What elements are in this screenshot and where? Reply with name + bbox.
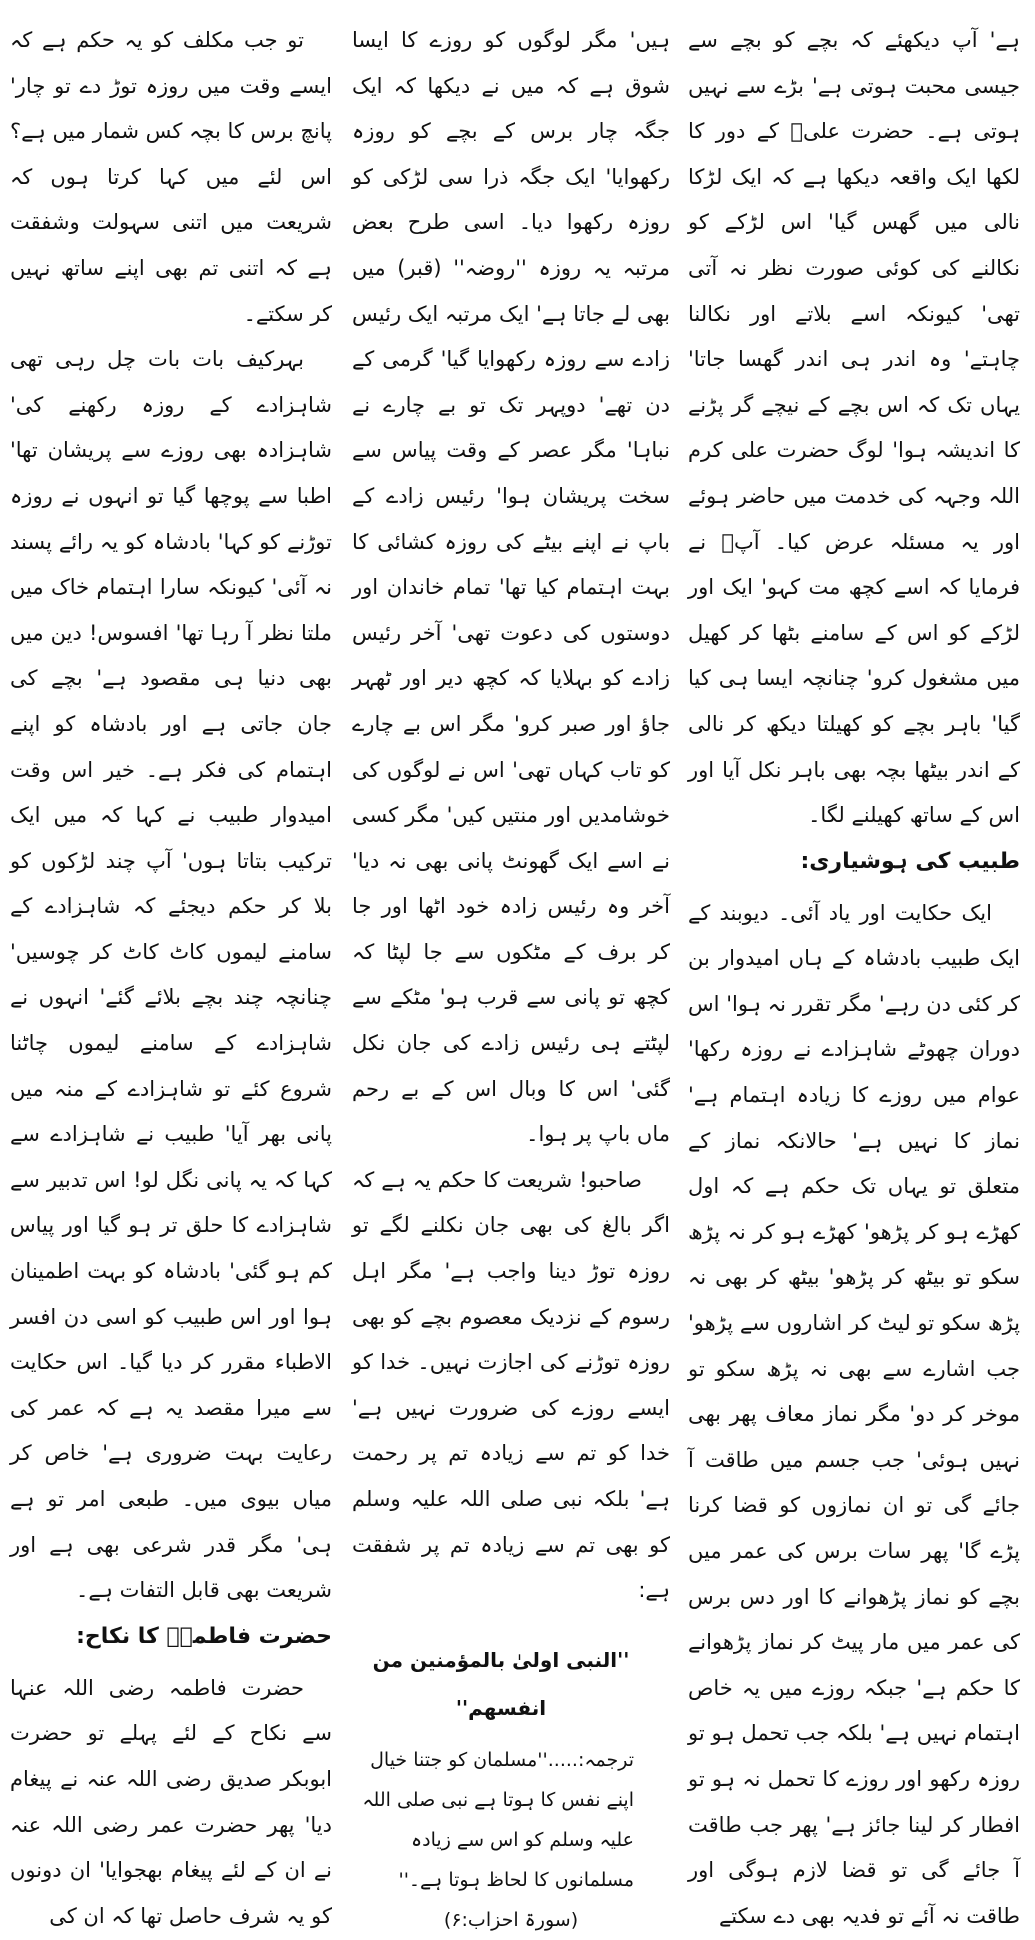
- text-column-right: [688, 18, 1020, 1928]
- section-heading: طبیب کی ہوشیاری:: [800, 848, 1020, 874]
- paragraph: صاحبو! شریعت کا حکم یہ ہے کہ اگر بالغ کی بھی جان نکلنے لگے تو روزہ توڑ دینا واجب ہے' مگر اہل رسوم کے نزدیک معصوم بچے کو بھی روزہ توڑنے کی اجازت نہیں۔ خدا کو ایسے روزے کی ضرورت نہیں ہے' خدا کو تم سے زیادہ تم پر رحمت ہے' بلکہ نبی صلی اللہ علیہ وسلم کو بھی تم سے زیادہ تم پر شفقت ہے:: [352, 1167, 670, 1603]
- paragraph: بہرکیف بات بات چل رہی تھی شاہزادے کے روزہ رکھنے کی' شاہزادہ بھی روزے سے پریشان تھا' اطبا سے پوچھا گیا تو انہوں نے روزہ توڑنے کو کہا' بادشاہ کو یہ رائے پسند نہ آئی' کیونکہ سارا اہتمام خاک میں ملتا نظر آ رہا تھا' افسوس! دین میں بھی دنیا ہی مقصود ہے' بچے کی جان جاتی ہے اور بادشاہ کو اپنے اہتمام کی فکر ہے۔ خیر اس وقت امیدوار طبیب نے کہا کہ میں ایک ترکیب بتاتا ہوں' آپ چند لڑکوں کو بلا کر حکم دیجئے کہ شاہزادے کے سامنے لیموں کاٹ کاٹ کر چوسیں' چنانچہ چند بچے بلائے گئے' انہوں نے شاہزادے کے سامنے لیموں چاٹنا شروع کئے تو شاہزادے کے منہ میں پانی بھر آیا' طبیب نے شاہزادے سے کہا کہ یہ پانی نگل لو! اس تدبیر سے شاہزادے کا حلق تر ہو گیا اور پیاس کم ہو گئی' بادشاہ کو بہت اطمینان ہوا اور اس طبیب کو اسی دن افسر الاطباء مقرر کر دیا گیا۔ اس حکایت سے میرا مقصد یہ ہے کہ عمر کی رعایت بہت ضروری ہے' خاص کر میاں بیوی میں۔ طبعی امر تو ہے ہی' مگر قدر شرعی بھی ہے اور شریعت بھی قابل التفات ہے۔: [10, 347, 332, 1603]
- arabic-verse: ''النبی اولیٰ بالمؤمنین من انفسھم'': [372, 1647, 630, 1720]
- text-column-left: [10, 18, 332, 1928]
- verse-translation: ترجمہ:.....''مسلمان کو جتنا خیال اپنے نفس کا ہوتا ہے نبی صلی اللہ علیہ وسلم کو اس سے زیادہ مسلمانوں کا لحاظ ہوتا ہے۔'': [362, 1748, 634, 1891]
- paragraph: حضرت فاطمہ رضی اللہ عنہا سے نکاح کے لئے پہلے تو حضرت ابوبکر صدیق رضی اللہ عنہ نے پیغام دیا' پھر حضرت عمر رضی اللہ عنہ نے ان کے لئے پیغام بھجوایا' ان دونوں کو یہ شرف حاصل تھا کہ ان کی: [10, 1675, 332, 1928]
- section-heading: حضرت فاطمہؓ کا نکاح:: [76, 1623, 332, 1649]
- verse-reference: (سورۃ احزاب:۶): [443, 1908, 579, 1931]
- text-column-middle: [352, 18, 670, 1931]
- paragraph: تو جب مکلف کو یہ حکم ہے کہ ایسے وقت میں روزہ توڑ دے تو چار' پانچ برس کا بچہ کس شمار میں ہے؟ اس لئے میں کہا کرتا ہوں کہ شریعت میں اتنی سہولت وشفقت ہے کہ اتنی تم بھی اپنے ساتھ نہیں کر سکتے۔: [10, 28, 332, 326]
- paragraph: ایک حکایت اور یاد آئی۔ دیوبند کے ایک طبیب بادشاہ کے ہاں امیدوار بن کر کئی دن رہے' مگر تقرر نہ ہوا' اس دوران چھوٹے شاہزادے نے روزہ رکھا' عوام میں روزے کا زیادہ اہتمام ہے' نماز کا نہیں ہے' حالانکہ نماز کے متعلق تو یہاں تک حکم ہے کہ اول کھڑے ہو کر پڑھو' کھڑے ہو کر نہ پڑھ سکو تو بیٹھ کر پڑھو' بیٹھ کر بھی نہ پڑھ سکو تو لیٹ کر اشاروں سے پڑھو' جب اشارے سے بھی نہ پڑھ سکو تو موخر کر دو' مگر نماز معاف پھر بھی نہیں ہوئی' جب جسم میں طاقت آ جائے گی تو ان نمازوں کو قضا کرنا پڑے گا' پھر سات برس کی عمر میں بچے کو نماز پڑھوانے کا اور دس برس کی عمر میں مار پیٹ کر نماز پڑھوانے کا حکم ہے' جبکہ روزے میں یہ خاص اہتمام نہیں ہے' بلکہ جب تحمل ہو تو روزہ رکھو اور روزے کا تحمل نہ ہو تو افطار کر لینا جائز ہے' پھر جب طاقت آ جائے گی تو قضا لازم ہوگی اور طاقت نہ آئے تو فدیہ بھی دے سکتے: [688, 900, 1020, 1928]
- paragraph: ہے' آپ دیکھئے کہ بچے کو بچے سے جیسی محبت ہوتی ہے' بڑے سے نہیں ہوتی ہے۔ حضرت علیؓ کے دور کا لکھا ایک واقعہ دیکھا ہے کہ ایک لڑکا نالی میں گھس گیا' اس لڑکے کو نکالنے کی کوئی صورت نظر نہ آتی تھی' کیونکہ اسے بلاتے اور نکالنا چاہتے' وہ اندر ہی اندر گھسا جاتا' یہاں تک کہ اس بچے کے نیچے گر پڑنے کا اندیشہ ہوا' لوگ حضرت علی کرم اللہ وجہہ کی خدمت میں حاضر ہوئے اور یہ مسئلہ عرض کیا۔ آپؓ نے فرمایا کہ اسے کچھ مت کہو' ایک اور لڑکے کو اس کے سامنے بٹھا کر کھیل میں مشغول کرو' چنانچہ ایسا ہی کیا گیا' باہر بچے کو کھیلتا دیکھ کر نالی کے اندر بیٹھا بچہ بھی باہر نکل آیا اور اس کے ساتھ کھیلنے لگا۔: [688, 28, 1020, 828]
- paragraph: ہیں' مگر لوگوں کو روزے کا ایسا شوق ہے کہ میں نے دیکھا کہ ایک جگہ چار برس کے بچے کو روزہ رکھوایا' ایک جگہ ذرا سی لڑکی کو روزہ رکھوا دیا۔ اسی طرح بعض مرتبہ یہ روزہ ''روضہ'' (قبر) میں بھی لے جاتا ہے' ایک مرتبہ ایک رئیس زادے سے روزہ رکھوایا گیا' گرمی کے دن تھے' دوپہر تک تو بے چارے نے نباہا' مگر عصر کے وقت پیاس سے سخت پریشان ہوا' رئیس زادے کے باپ نے اپنے بیٹے کی روزہ کشائی کا بہت اہتمام کیا تھا' تمام خاندان اور دوستوں کی دعوت تھی' آخر رئیس زادے کو بہلایا کہ کچھ دیر اور ٹھہر جاؤ اور صبر کرو' مگر اس بے چارے کو تاب کہاں تھی' اس نے لوگوں کی خوشامدیں اور منتیں کیں' مگر کسی نے اسے ایک گھونٹ پانی بھی نہ دیا' آخر وہ رئیس زادہ خود اٹھا اور جا کر برف کے مٹکوں سے جا لپٹا کہ کچھ تو پانی سے قرب ہو' مٹکے سے لپٹتے ہی رئیس زادے کی جان نکل گئی' اس کا وبال اس کے بے رحم ماں باپ پر ہوا۔: [352, 28, 670, 1147]
